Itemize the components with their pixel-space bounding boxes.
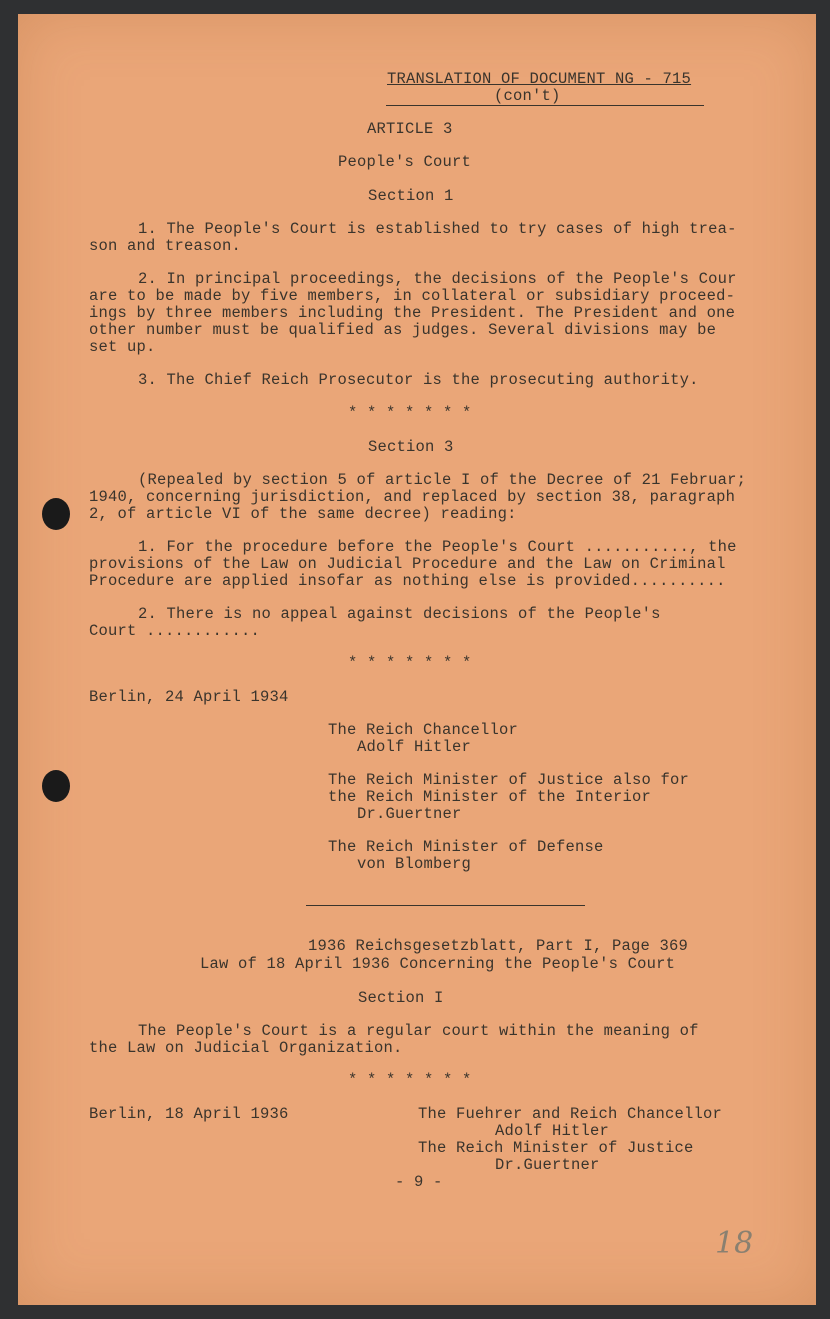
page-number: - 9 - bbox=[395, 1173, 443, 1191]
procedure-1-line: provisions of the Law on Judicial Procedure and the Law on Criminal bbox=[89, 555, 726, 573]
law-text-line: the Law on Judicial Organization. bbox=[89, 1039, 403, 1057]
handwritten-note: 18 bbox=[715, 1226, 754, 1261]
repealed-line: (Repealed by section 5 of article I of the Decree of 21 Februar; bbox=[138, 471, 747, 489]
para-2-line: set up. bbox=[89, 338, 156, 356]
para-2-line: are to be made by five members, in collateral or subsidiary proceed- bbox=[89, 287, 736, 305]
place-date: Berlin, 18 April 1936 bbox=[89, 1105, 289, 1123]
law-text-line: The People's Court is a regular court within the meaning of bbox=[138, 1022, 699, 1040]
signature-line: Dr.Guertner bbox=[495, 1156, 600, 1174]
para-3-line: 3. The Chief Reich Prosecutor is the prosecuting authority. bbox=[138, 371, 699, 389]
article-subheading: People's Court bbox=[338, 153, 472, 171]
para-1-line: son and treason. bbox=[89, 237, 242, 255]
signature-line: The Reich Minister of Defense bbox=[328, 838, 604, 856]
procedure-1-line: Procedure are applied insofar as nothing else is provided.......... bbox=[89, 572, 726, 590]
separator-stars: * * * * * * * bbox=[348, 404, 472, 422]
signature-line: von Blomberg bbox=[357, 855, 472, 873]
place-date: Berlin, 24 April 1934 bbox=[89, 688, 289, 706]
signature-line: The Fuehrer and Reich Chancellor bbox=[418, 1105, 723, 1123]
procedure-2-line: Court ............ bbox=[89, 622, 261, 640]
punch-hole bbox=[42, 498, 70, 530]
signature-line: The Reich Minister of Justice bbox=[418, 1139, 694, 1157]
section-3-heading: Section 3 bbox=[368, 438, 454, 456]
signature-line: the Reich Minister of the Interior bbox=[328, 788, 652, 806]
para-2-line: 2. In principal proceedings, the decisions of the People's Cour bbox=[138, 270, 737, 288]
signature-line: Adolf Hitler bbox=[495, 1122, 610, 1140]
procedure-1-line: 1. For the procedure before the People's Court ..........., the bbox=[138, 538, 737, 556]
document-page bbox=[18, 14, 816, 1305]
repealed-line: 1940, concerning jurisdiction, and replaced by section 38, paragraph bbox=[89, 488, 736, 506]
signature-line: Adolf Hitler bbox=[357, 738, 472, 756]
signature-line: The Reich Chancellor bbox=[328, 721, 519, 739]
para-1-line: 1. The People's Court is established to try cases of high trea- bbox=[138, 220, 737, 238]
repealed-line: 2, of article VI of the same decree) reading: bbox=[89, 505, 517, 523]
article-heading: ARTICLE 3 bbox=[367, 120, 453, 138]
law-source: 1936 Reichsgesetzblatt, Part I, Page 369 bbox=[308, 937, 689, 955]
para-2-line: other number must be qualified as judges. Several divisions may be bbox=[89, 321, 717, 339]
separator-stars: * * * * * * * bbox=[348, 654, 472, 672]
section-1-heading: Section 1 bbox=[368, 187, 454, 205]
document-title: TRANSLATION OF DOCUMENT NG - 715 bbox=[387, 70, 692, 88]
para-2-line: ings by three members including the President. The President and one bbox=[89, 304, 736, 322]
section-divider bbox=[306, 905, 585, 906]
law-section-heading: Section I bbox=[358, 989, 444, 1007]
header-rule bbox=[386, 105, 704, 106]
law-title: Law of 18 April 1936 Concerning the People's Court bbox=[200, 955, 676, 973]
document-subtitle: (con't) bbox=[494, 87, 561, 105]
separator-stars: * * * * * * * bbox=[348, 1071, 472, 1089]
signature-line: Dr.Guertner bbox=[357, 805, 462, 823]
procedure-2-line: 2. There is no appeal against decisions of the People's bbox=[138, 605, 661, 623]
signature-line: The Reich Minister of Justice also for bbox=[328, 771, 690, 789]
punch-hole bbox=[42, 770, 70, 802]
